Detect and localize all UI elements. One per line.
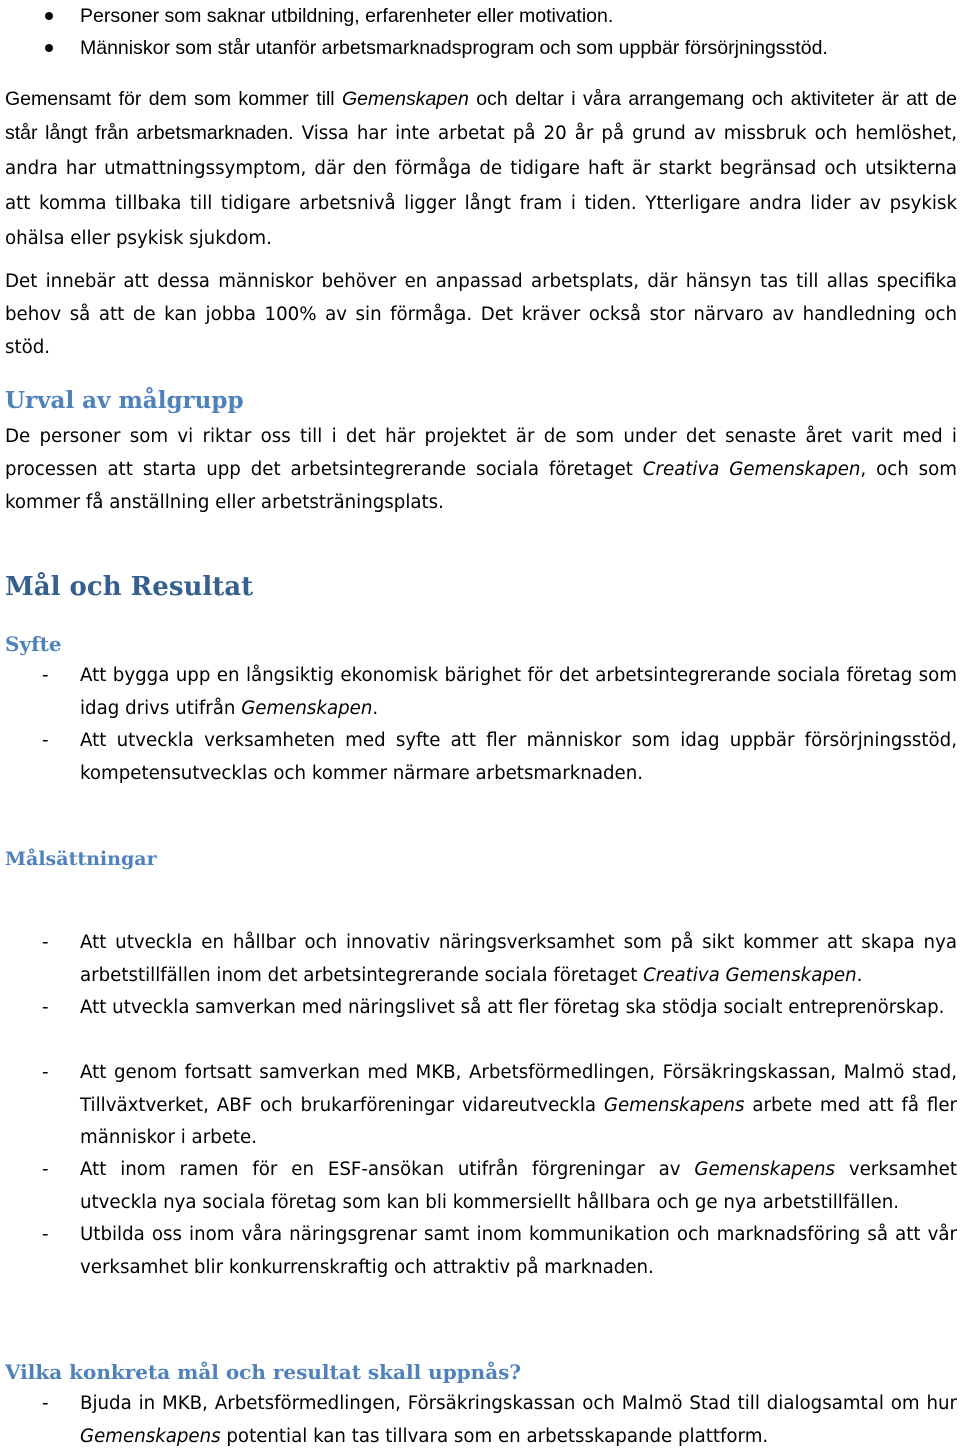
- list-item: - Att utveckla en hållbar och innovativ näringsverksamhet som på sikt kommer att skapa nya arbetstillfällen inom det arbetsintegrerande sociala företaget Creativa Gemenskapen.: [42, 932, 957, 986]
- subheading-malsattningar: Målsättningar: [5, 848, 157, 870]
- section-heading-mal: Mål och Resultat: [5, 572, 254, 602]
- section-heading-urval: Urval av målgrupp: [5, 387, 244, 414]
- intro-paragraph: Gemensamt för dem som kommer till Gemenskapen och deltar i våra arrangemang och aktiviteter är att de står långt från arbetsmarknaden. Vissa har inte arbetat på 20 år på grund av missbruk och hemlöshet, andra har utmattningssymptom, där den förmåga de tidigare haft är starkt begränsad och utsikterna att komma tillbaka till tidigare arbetsnivå ligger långt fram i tiden. Ytterligare andra lider av psykisk ohälsa eller psykisk sjukdom.: [5, 88, 957, 249]
- urval-paragraph: De personer som vi riktar oss till i det här projektet är de som under det senaste året varit med i processen att starta upp det arbetsintegrerande sociala företaget Creativa Gemenskapen, och som kommer få anställning eller arbetsträningsplats.: [5, 426, 957, 513]
- list-item: - Utbilda oss inom våra näringsgrenar samt inom kommunikation och marknadsföring så att vår verksamhet blir konkurrenskraftig och attraktiv på marknaden.: [42, 1224, 957, 1278]
- list-item: - Bjuda in MKB, Arbetsförmedlingen, Försäkringskassan och Malmö Stad till dialogsamtal om hur Gemenskapens potential kan tas tillvara som en arbetsskapande plattform.: [42, 1393, 957, 1447]
- target-group-list: [5, 0, 957, 64]
- needs-paragraph: Det innebär att dessa människor behöver en anpassad arbetsplats, där hänsyn tas till allas specifika behov så att de kan jobba 100% av sin förmåga. Det kräver också stor närvaro av handledning och stöd.: [5, 271, 957, 358]
- list-item: - Att genom fortsatt samverkan med MKB, Arbetsförmedlingen, Försäkringskassan, Malmö stad, Tillväxtverket, ABF och brukarföreningar vidareutveckla Gemenskapens arbete med att få fler människor i arbete.: [42, 1062, 957, 1148]
- subheading-konkreta: Vilka konkreta mål och resultat skall uppnås?: [5, 1360, 522, 1384]
- subheading-syfte: Syfte: [5, 632, 62, 656]
- bullet-icon: [45, 12, 53, 20]
- list-item: - Att utveckla verksamheten med syfte att fler människor som idag uppbär försörjningsstöd, kompetensutvecklas och kommer närmare arbetsmarknaden.: [42, 730, 957, 784]
- list-item: - Att utveckla samverkan med näringslivet så att fler företag ska stödja socialt entreprenörskap.: [42, 997, 945, 1018]
- bullet-icon: [45, 44, 53, 52]
- list-item: Människor som står utanför arbetsmarknadsprogram och som uppbär försörjningsstöd.: [5, 32, 957, 64]
- list-item: - Att bygga upp en långsiktig ekonomisk bärighet för det arbetsintegrerande sociala företag som idag drivs utifrån Gemenskapen.: [42, 665, 957, 719]
- list-item: - Att inom ramen för en ESF-ansökan utifrån förgreningar av Gemenskapens verksamhet utveckla nya sociala företag som kan bli kommersiellt hållbara och ge nya arbetstillfällen.: [42, 1159, 957, 1213]
- list-item: Personer som saknar utbildning, erfarenheter eller motivation.: [5, 0, 957, 32]
